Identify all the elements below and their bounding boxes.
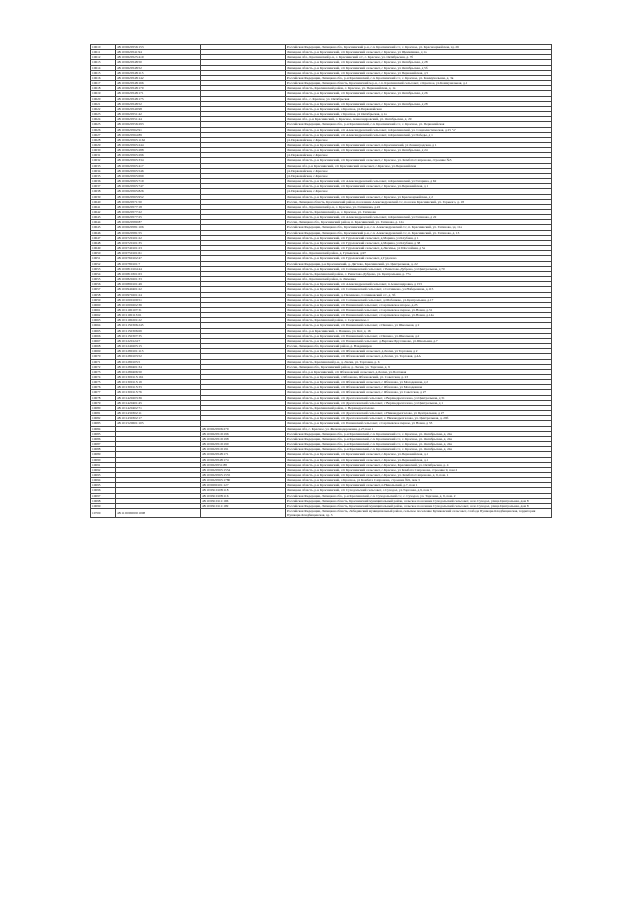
address-cell: ул.Первомайская, с.Красное (286, 153, 552, 158)
premises-cadastral-number-cell: 48:10:0620565:1554 (201, 467, 286, 472)
premises-cadastral-number-cell: 48:10:0620519:191 (201, 447, 286, 452)
cadastral-number-cell: 48:10:0780101:7 (116, 261, 201, 266)
row-number-cell: 10684 (91, 426, 116, 431)
premises-cadastral-number-cell: 48:10:0620506:279 (201, 426, 286, 431)
cadastral-number-cell: 48:10:0620562:91 (116, 127, 201, 132)
row-number-cell: 10688 (91, 447, 116, 452)
row-number-cell: 10654 (91, 271, 116, 276)
cadastral-number-cell: 48:10:1430302:11 (116, 411, 201, 416)
address-cell: Липецкая область, р-н Краснинский, с/п Александровский сельсовет, п.Краснинский, ул Победы, д 1 (286, 132, 552, 137)
row-number-cell: 10672 (91, 364, 116, 369)
row-number-cell: 10643 (91, 215, 116, 220)
address-cell: Липецкая область, р-н Краснинский, с/п Суходольский сельсовет, с.Суходол, ул.Торговая, д.9, пом 3 (286, 488, 552, 493)
cadastral-number-cell: 48:10:0620548:52 (116, 101, 201, 106)
row-number-cell: 10659 (91, 297, 116, 302)
address-cell: Липецкая область, р-н Краснинский, с/п Краснинский сельсовет, с Красное, ул Октябрьская, д 26 (286, 91, 552, 96)
row-number-cell: 10677 (91, 390, 116, 395)
address-cell: Российская Федерация, Липецкая область, Лебедянский муниципальный район, сельское поселение Куликовский сельсовет, слобода Пушкари-Кладбищенская, территория Пушкари-Кладбищенская, зд. 3 (286, 509, 552, 518)
table-row (91, 509, 552, 518)
address-cell: Липецкая область, р-н Краснинский, с.Красное, ул.Первомайская (286, 106, 552, 111)
cadastral-number-cell: 48:10:0620549:98 (116, 106, 201, 111)
row-number-cell: 10645 (91, 225, 116, 230)
row-number-cell: 10615 (91, 70, 116, 75)
row-number-cell: 10614 (91, 65, 116, 70)
cadastral-number-cell: 48:10:0620548:50 (116, 60, 201, 65)
row-number-cell: 10683 (91, 421, 116, 426)
row-number-cell: 10633 (91, 163, 116, 168)
cadastral-number-cell: 48:10:0620565:952 (116, 194, 201, 199)
row-number-cell: 10673 (91, 369, 116, 374)
cadastral-number-cell: 48:10:0620548:113 (116, 70, 201, 75)
row-number-cell: 10639 (91, 194, 116, 199)
address-cell: Липецкая область, р-н Краснинский, с/п Пашенский сельсовет, с.Пашено, ул Школьная, д 2 (286, 323, 552, 328)
address-cell: Липецкая область, р-н Краснинский, с/п Краснинский сельсовет, с.Красное, ул Комбата Сапронова, строение 9, пом 2 (286, 467, 552, 472)
address-cell: Липецкая область, р-н Краснинский, с/п Яблоновский сельсовет, с Яблоново, ул Молодежная, д 2 (286, 380, 552, 385)
row-number-cell: 10657 (91, 287, 116, 292)
premises-cadastral-number-cell: 48:10:0620551:88 (201, 462, 286, 467)
address-cell: Российская Федерация, Липецкая область, Краснинский муниципальный район, сельское поселение Суходольский сельсовет, село Суходол, улица Центральная, дом 8 (286, 498, 552, 503)
address-cell: Липецкая область, р-н Краснинский, с/п Пашенский сельсовет, с.Сергиевское первое, ул.Новая, д.31 (286, 307, 552, 312)
row-number-cell: 10610 (91, 45, 116, 50)
row-number-cell: 10678 (91, 395, 116, 400)
cadastral-number-cell: 48:10:0620581:55 (116, 230, 201, 235)
address-cell: Липецкая область, р-н Краснинский, с Красное, ул Октябрьская, д 1а (286, 112, 552, 117)
row-number-cell: 10651 (91, 256, 116, 261)
address-cell: Российская Федерация, Липецкая область, Краснинский м.р-н, с.п. Краснинский сельсовет, с.Красное, ул.Коммунальная, д.1 (286, 81, 552, 86)
address-cell: Липецкая область, р-н Краснинский, с.Яблоново, Яблоновский, ул. Советская, д. 23 (286, 375, 552, 380)
cadastral-number-cell: 48:10:0620577:18 (116, 204, 201, 209)
address-cell: Россия, Липецкая обл., Краснинский район, п. Краснинский, ул. Гагинова, д. 12а (286, 220, 552, 225)
premises-cadastral-number-cell: 48:10:0910111:199 (201, 503, 286, 508)
cadastral-number-cell: 48:10:1280105:5 (116, 359, 201, 364)
cadastral-number-cell: 48:10:0810104:44 (116, 266, 201, 271)
cadastral-number-cell: 48:10:0620556:153 (116, 45, 201, 50)
address-cell: Липецкая обл., Краснинский район, п. Лимовка (286, 277, 552, 282)
row-number-cell: 10647 (91, 235, 116, 240)
row-number-cell: 10664 (91, 323, 116, 328)
row-number-cell: 10650 (91, 251, 116, 256)
cadastral-number-cell: 48:10:0620580:87 (116, 220, 201, 225)
address-cell: Липецкая область, р-н Краснинский, с/п Краснинский сельсовет, с Красное, ул Октябрьская, д 28 (286, 60, 552, 65)
address-cell: Липецкая область, р-н Краснинский, с/п Краснинский сельсовет, с.Красное, ул.Первомайская, д.1 (286, 457, 552, 462)
address-cell: Россия, Липецкая область, Краснинский район, поселение Александровский с/с, поселок Краснинский, ул. Горького, д. 18 (286, 199, 552, 204)
cadastral-number-cell: 48:10:1300115:76 (116, 390, 201, 395)
premises-cadastral-number-cell: 48:10:0690101:127 (201, 483, 286, 488)
address-cell: Российская Федерация, Липецкая обл., р-н Краснинский, с.п. Краснинский с/с, с. Красное, ул. Первомайская (286, 122, 552, 127)
row-number-cell: 10663 (91, 318, 116, 323)
address-cell: Российская Федерация, Липецкая обл., р-н Краснинский, с.п. Краснинский с/с, с. Красное, ул. Октябрьская, д. 24а (286, 447, 552, 452)
address-cell: Липецкая обл, р-н Краснинский, с/п Краснинский сельсовет, с.Красное, ул.Первомайская (286, 163, 552, 168)
address-cell: Липецкая область, р-н Краснинский, с/п Краснинский сельсовет, с.Красное, Краснинский, ул. Октябрьская, д. 4 (286, 462, 552, 467)
cadastral-number-cell: 48:10:1100201:22 (116, 318, 201, 323)
cadastral-number-cell: 48:10:0740101:23 (116, 246, 201, 251)
address-cell: Липецкая область, р-н Краснинский, с/п Пашенский сельсовет, с.Пашено, ул.Школьная, д.2 (286, 333, 552, 338)
premises-cadastral-number-cell: 48:10:0620565:1780 (201, 478, 286, 483)
address-cell: Липецкая область, р-н Краснинский, с/п Пашенский сельсовет, с.Сергиевское первое, ул Новая, д 33 (286, 421, 552, 426)
row-number-cell: 10656 (91, 282, 116, 287)
address-cell: Липецкая область, р-н Краснинский, с/п Сотниковский сельсовет, д.Шобашево, ул.Центральная, д.17 (286, 297, 552, 302)
address-cell: Липецкая область, р-н Краснинский, с/п Краснинский сельсовет, с Красное, ул Красноармейская, д 2 (286, 194, 552, 199)
address-cell: Российская Федерация, Липецкая обл., Краснинский р-н, с.п. Краснинский с/с, с. Красное, ул. Красноармейская, зд. 26 (286, 45, 552, 50)
cadastral-number-cell: 48:10:0620565:1162 (116, 137, 201, 142)
cadastral-number-cell: 48:10:0620564:89 (116, 132, 201, 137)
cadastral-number-cell: 48:10:1150306:69 (116, 328, 201, 333)
cadastral-number-cell: 48:10:0620551:44 (116, 117, 201, 122)
cadastral-number-cell: 48:10:0620577:22 (116, 210, 201, 215)
premises-cadastral-number-cell: 48:10:0620519:190 (201, 442, 286, 447)
row-number-cell: 10616 (91, 75, 116, 80)
cadastral-number-cell: 48:10:0620577:25 (116, 215, 201, 220)
row-number-cell: 10671 (91, 359, 116, 364)
row-number-cell: 10636 (91, 179, 116, 184)
row-number-cell: 10641 (91, 204, 116, 209)
cadastral-number-cell: 48:10:0620541:94 (116, 50, 201, 55)
address-cell: Липецкая область, р-н Краснинский, с/п Гудаловский сельсовет, д.Марина, ул Клубная, д 1 (286, 235, 552, 240)
row-number-cell: 10662 (91, 313, 116, 318)
cadastral-number-cell: 48:10:0620565:244 (116, 142, 201, 147)
row-number-cell: 10676 (91, 385, 116, 390)
cadastral-number-cell: 48:10:0620565:417 (116, 163, 201, 168)
row-number-cell: 10692 (91, 467, 116, 472)
cadastral-number-cell: 48:10:1150307:35 (116, 333, 201, 338)
cadastral-table (90, 44, 552, 518)
row-number-cell: 10634 (91, 168, 116, 173)
row-number-cell: 10666 (91, 333, 116, 338)
cadastral-number-cell: 48:10:0890101:49 (116, 282, 201, 287)
cadastral-number-cell: 48:10:0620565:747 (116, 184, 201, 189)
address-cell: Липецкая область, р-н Краснинский, с/п Яблоновский сельсовет, с Яблоново, ул Советская, д 27 (286, 390, 552, 395)
premises-cadastral-number-cell: 48:10:0910108:118 (201, 488, 286, 493)
address-cell: Липецкая обл., с. Красное, ул. Октябрьская (286, 96, 552, 101)
row-number-cell: 10698 (91, 498, 116, 503)
address-cell: Липецкая область, Краснинский район, с. Сергиевское-1 (286, 318, 552, 323)
cadastral-number-cell: 48:10:0760102:47 (116, 256, 201, 261)
address-cell: Липецкая область, Краснинский р-н, с. Красное, ул. Гагинова (286, 210, 552, 215)
address-cell: Липецкая область, р-н Краснинский, с/п Гудаловский сельсовет, д.Марина, ул Клубная, д 38 (286, 240, 552, 245)
row-number-cell: 10674 (91, 375, 116, 380)
cadastral-number-cell: 48:10:0620581:106 (116, 225, 201, 230)
address-cell: Липецкая область, Краснинский район, с. Красное, ул. Первомайская, д. 1а (286, 86, 552, 91)
row-number-cell: 10687 (91, 442, 116, 447)
cadastral-number-cell: 48:10:0720101:35 (116, 240, 201, 245)
address-cell: Российская Федерация, Липецкая область, Краснинский муниципальный район, сельское поселение Суходольский сельсовет, село Суходол, улица Центральная, дом 8 (286, 503, 552, 508)
address-cell: Российская Федерация, р-н Краснинский, д. Дягтево, Краснинский, ул. Центральная, д. 22 (286, 261, 552, 266)
address-cell: Липецкая область, р-н Краснинский, с/п Краснинский сельсовет, с Красное, ул.Первомайская, д 1 (286, 184, 552, 189)
table-body (91, 45, 552, 518)
address-cell: Российская Федерация, Липецкая обл., Краснинский р-н, с.п. Александровский с/с, п. Краснинский, ул. Гагинова, д. 13 (286, 230, 552, 235)
cadastral-number-cell: 48:10:0620525:410 (116, 55, 201, 60)
address-cell: Липецкая область, Краснинский район, с. Решетово-Дуброво, ул. Центральная, д. 77а (286, 271, 552, 276)
row-number-cell: 10635 (91, 173, 116, 178)
address-cell: ул.Первомайская, с.Красное (286, 189, 552, 194)
address-cell: Российская Федерация, Липецкая обл., р-н Краснинский, с.п. Краснинский с/с, с. Красное, ул. Коммунальная, д. 3в (286, 75, 552, 80)
cadastral-number-cell: 48:10:0750101:61 (116, 251, 201, 256)
row-number-cell: 10617 (91, 81, 116, 86)
address-cell: Липецкая область, р-н Краснинский, с.Красное, ул Комбата Сапронова, строение №9, пом 3 (286, 478, 552, 483)
address-cell: Российская Федерация, Липецкая обл., р-н Краснинский, с.п. Суходольский с/с, с. Суходол, ул. Торговая, д. 9, пом. 2 (286, 493, 552, 498)
address-cell: Липецкая область, р-н Краснинский, с/п Пашенский сельсовет, с.Сергиевское первое, ул.Новая, д.14а (286, 313, 552, 318)
cadastral-number-cell: 48:10:1150306:243 (116, 323, 201, 328)
row-number-cell: 10700 (91, 509, 116, 518)
row-number-cell: 10625 (91, 122, 116, 127)
premises-cadastral-number-cell: 48:10:0620548:171 (201, 452, 286, 457)
row-number-cell: 10619 (91, 91, 116, 96)
address-cell: Липецкая область, р-н Краснинский, с/п Краснинский сельсовет, с.Красное, ул.Первомайская, д.1 (286, 452, 552, 457)
cadastral-number-cell: 48:10:0620548:170 (116, 86, 201, 91)
address-cell: Российская Федерация, Липецкая обл., р-н Краснинский, с.п. Краснинский с/с, с. Красное, ул. Октябрьская, д. 24а (286, 431, 552, 436)
cadastral-number-cell: 48:10:1000109:51 (116, 297, 201, 302)
cadastral-number-cell: 48:10:0620556:293 (116, 122, 201, 127)
premises-cadastral-number-cell: 48:10:0620565:1555 (201, 472, 286, 477)
cadastral-number-cell: 48:10:0620551:42 (116, 112, 201, 117)
address-cell: Липецкая область, р-н Краснинский, с/п Александровский сельсовет, п Александровка, д 153 (286, 282, 552, 287)
row-number-cell: 10697 (91, 493, 116, 498)
address-cell: Липецкая область, р-н Краснинский, с/п Краснинский сельсовет, с Красное, ул Октябрьская, д 28 (286, 101, 552, 106)
cadastral-number-cell: 48:10:0620565:719 (116, 179, 201, 184)
cadastral-number-cell: 48:10:0620548:166 (116, 81, 201, 86)
premises-cadastral-number-cell (201, 509, 286, 518)
address-cell: Липецкая область, р-н Краснинский, д. Паленково, Сотниковский с/с, д. 3б (286, 292, 552, 297)
address-cell: Липецкая область, р-н Краснинский, с/п Сотниковский сельсовет, с Решетово-Дуброво, ул Центральная, д 70 (286, 266, 552, 271)
address-cell: Липецкая область, р-н Краснинский, с/п Краснинский сельсовет, п.Краснинский, ул Лененградская, д 1 (286, 142, 552, 147)
premises-cadastral-number-cell: 48:10:0620519:198 (201, 436, 286, 441)
row-number-cell: 10646 (91, 230, 116, 235)
cadastral-number-cell: 48:10:0620565:334 (116, 158, 201, 163)
address-cell: Липецкая область, р-н Краснинский, с/п Пашенский сельсовет, д.Верхнее Брусланово, ул.Школьная, д.7 (286, 338, 552, 343)
premises-cadastral-number-cell: 48:10:0620519:196 (201, 431, 286, 436)
row-number-cell: 10621 (91, 101, 116, 106)
cadastral-number-cell: 48:10:0620548:175 (116, 96, 201, 101)
row-number-cell: 10667 (91, 338, 116, 343)
address-cell: Липецкая область, р-н Краснинский, с/п Краснинский сельсовет, с Красное, ул Щемилинка, д 1а (286, 50, 552, 55)
cadastral-number-cell: 48:10:0720101:22 (116, 235, 201, 240)
address-cell: Липецкая область, р-н Краснинский, с/п Краснинский сельсовет, с Красное, ул Октябрьская, д 24 (286, 148, 552, 153)
cadastral-number-cell: 48:10:1300115:19 (116, 380, 201, 385)
row-number-cell: 10689 (91, 452, 116, 457)
address-cell: Российская Федерация, Липецкая обл., Краснинский р-н, с.п. Александровский с/с, п. Краснинский, ул. Гагинова, зд. 11а (286, 225, 552, 230)
row-number-cell: 10632 (91, 158, 116, 163)
cadastral-number-cell: 48:10:1280406:50 (116, 369, 201, 374)
cadastral-number-cell: 48:10:0620565:826 (116, 189, 201, 194)
row-number-cell: 10670 (91, 354, 116, 359)
address-cell: Липецкая область, р-н Краснинский, с/п Сотниковский сельсовет, с.Сотниково, ул.Набережная, д.115 (286, 287, 552, 292)
cadastral-number-cell: 48:10:0620565:546 (116, 168, 201, 173)
cadastral-number-cell: 48:10:1280101:113 (116, 349, 201, 354)
row-number-cell: 10612 (91, 55, 116, 60)
cadastral-number-cell: 48:10:1420402:71 (116, 405, 201, 410)
address-cell: Липецкая область, р-н Краснинский, с/п Краснинский сельсовет, с Красное, ул Октябрьская, д 5б (286, 65, 552, 70)
address-cell: Липецкая обл., р-н Краснинский, с. Пашено, ул. Кот, д. 16 (286, 328, 552, 333)
address-cell: ул.Первомайская, с.Красное (286, 168, 552, 173)
row-number-cell: 10695 (91, 483, 116, 488)
cadastral-number-cell: 48:10:0970201:24 (116, 292, 201, 297)
cadastral-number-cell: 48:10:0620548:171 (116, 91, 201, 96)
row-number-cell: 10648 (91, 240, 116, 245)
address-cell: Россия, Липецкая обл, Краснинский район, д. Владимиров (286, 344, 552, 349)
row-number-cell: 10618 (91, 86, 116, 91)
cadastral-number-cell: 48:10:0620548:142 (116, 75, 201, 80)
row-number-cell: 10627 (91, 132, 116, 137)
cadastral-number-cell: 48:10:1420203:36 (116, 395, 201, 400)
cadastral-number-cell: 48:10:0620565:288 (116, 148, 201, 153)
row-number-cell: 10637 (91, 184, 116, 189)
cadastral-number-cell: 48:11:0000000:1008 (116, 509, 201, 518)
address-cell: Липецкая область, р-н Краснинский, с/п Дрезгаловский сельсовет, с.Нижнедрезгалово, ул Центральная, д 27 (286, 411, 552, 416)
cadastral-number-cell: 48:10:1520601:105 (116, 421, 201, 426)
address-cell: Липецкая область, р-н Краснинский, с/п Гудаловский сельсовет, д Гудалово (286, 256, 552, 261)
address-cell: Липецкая обл., Краснинский р-н, с. Краснинский с/с, с. Красное, ул. Октябрьская, д. 7б (286, 55, 552, 60)
address-cell: Липецкая область, р-н Краснинский, с/п Дрезгаловский сельсовет, с.Верхнедрезгалово, ул Центральная, д 31 (286, 395, 552, 400)
row-number-cell: 10611 (91, 50, 116, 55)
address-cell: Липецкая область, р-н Краснинский, с/п Краснинский сельсовет, с.Красное, ул. Комбата Сапронова, д. 9, пом. 1 (286, 472, 552, 477)
row-number-cell: 10626 (91, 127, 116, 132)
row-number-cell: 10686 (91, 436, 116, 441)
row-number-cell: 10652 (91, 261, 116, 266)
row-number-cell: 10628 (91, 137, 116, 142)
cadastral-number-cell: 48:10:0820201:33 (116, 277, 201, 282)
address-cell: Липецкая область, р-н Краснинский, с/п Гудаловский сельсовет, д.Лисичье, ул Шоссейная, д 5а (286, 246, 552, 251)
address-cell: Липецкая область, Краснинский р-н, д. Лески, ул. Торговая, д. 6 (286, 359, 552, 364)
address-cell: Липецкая область, р-н Краснинский, с/п Александровский сельсовет, п.Краснинский, ул Гагарина, д 62 (286, 179, 552, 184)
row-number-cell: 10660 (91, 302, 116, 307)
row-number-cell: 10640 (91, 199, 116, 204)
row-number-cell: 10675 (91, 380, 116, 385)
premises-cadastral-number-cell: 48:10:0910108:116 (201, 493, 286, 498)
cadastral-number-cell: 48:10:1000202:36 (116, 302, 201, 307)
row-number-cell: 10693 (91, 472, 116, 477)
address-cell: Липецкая область, Краснинский район, с. Верхнедрезгалово (286, 405, 552, 410)
row-number-cell: 10649 (91, 246, 116, 251)
cadastral-number-cell: 48:10:1300115:161 (116, 375, 201, 380)
address-cell: Липецкая область, р-н Краснинский, с/п Краснинский сельсовет, с Красное, ул Первомайская, д 5 (286, 70, 552, 75)
address-cell: ул.Первомайская, с.Красное (286, 137, 552, 142)
cadastral-number-cell: 48:10:1430302:17 (116, 416, 201, 421)
cadastral-number-cell: 48:10:1300115:33 (116, 385, 201, 390)
row-number-cell: 10694 (91, 478, 116, 483)
address-cell: ул.Первомайская, с.Красное (286, 173, 552, 178)
row-number-cell: 10679 (91, 400, 116, 405)
row-number-cell: 10644 (91, 220, 116, 225)
cadastral-number-cell: 48:10:1280401:34 (116, 364, 201, 369)
address-cell: Липецкая область, р-н Краснинский, с/п Александровский сельсовет, п.Краснинский, ул Гагинова, д 22 (286, 215, 552, 220)
cadastral-number-cell: 48:10:0810301:63 (116, 271, 201, 276)
row-number-cell: 10613 (91, 60, 116, 65)
address-cell: Липецкая обл., р-н Краснинский, с. Красное, Александровский, ул. Октябрьская, д. 29 (286, 117, 552, 122)
address-cell: Липецкая область, р-н Краснинский, с/п Яблоновский сельсовет, д.Лески, ул Торговая, д 2 (286, 349, 552, 354)
cadastral-number-cell: 48:10:1420401:45 (116, 400, 201, 405)
row-number-cell: 10696 (91, 488, 116, 493)
address-cell: Липецкая область, р-н Краснинский, с/п Краснинский сельсовет, с Красное, ул. Комбата Сапронова, строение №5 (286, 158, 552, 163)
cadastral-number-cell: 48:10:0620565:699 (116, 173, 201, 178)
row-number-cell: 10691 (91, 462, 116, 467)
row-number-cell: 10685 (91, 431, 116, 436)
row-number-cell: 10661 (91, 307, 116, 312)
address-cell: Липецкая обл., Краснинский р-н, с. Красное, ул. Гагиинова, д.22 (286, 204, 552, 209)
address-cell: Липецкая область, р-н Краснинский, с/п Дрезгаловский сельсовет, с. Нижнедрезгалово, ул. Центральная, д. 29б (286, 416, 552, 421)
cadastral-number-cell: 48:10:1100107:31 (116, 307, 201, 312)
address-cell: Липецкая обл., Краснинский район, д. Гулынская, д.97 (286, 251, 552, 256)
row-number-cell: 10682 (91, 416, 116, 421)
row-number-cell: 10629 (91, 142, 116, 147)
cadastral-number-cell: 48:10:1240205:15 (116, 344, 201, 349)
row-number-cell: 10668 (91, 344, 116, 349)
row-number-cell: 10631 (91, 153, 116, 158)
cadastral-number-cell: 48:10:0620571:50 (116, 199, 201, 204)
row-number-cell: 10665 (91, 328, 116, 333)
row-number-cell: 10690 (91, 457, 116, 462)
cadastral-number-cell: 48:10:1220124:7 (116, 338, 201, 343)
row-number-cell: 10669 (91, 349, 116, 354)
premises-cadastral-number-cell: 48:10:0910111:196 (201, 498, 286, 503)
row-number-cell: 10622 (91, 106, 116, 111)
cadastral-number-cell: 48:10:0620548:52 (116, 65, 201, 70)
cadastral-number-cell: 48:10:1280103:52 (116, 354, 201, 359)
row-number-cell: 10681 (91, 411, 116, 416)
row-number-cell: 10624 (91, 117, 116, 122)
address-cell: Липецкая область, р-н Краснинский, с/п Яблоновский сельсовет, с Яблоново, ул Молодежная (286, 385, 552, 390)
row-number-cell: 10642 (91, 210, 116, 215)
address-cell: Липецкая область, р-н Краснинский, с/п Яблоновский сельсовет, д.Лески, ул. Торговая, д.4А (286, 354, 552, 359)
row-number-cell: 10653 (91, 266, 116, 271)
row-number-cell: 10655 (91, 277, 116, 282)
cadastral-number-cell: 48:10:0620565:296 (116, 153, 201, 158)
row-number-cell: 10699 (91, 503, 116, 508)
row-number-cell: 10620 (91, 96, 116, 101)
row-number-cell: 10658 (91, 292, 116, 297)
document-page (90, 44, 551, 518)
address-cell: Россия, Липецкая обл., Краснинский район, д. Лески, ул. Торговая, д. 9 (286, 364, 552, 369)
address-cell: Липецкая область, р-н Краснинский, с/п Александровский сельсовет, п.Краснинский, ул. Социалистическая, д 25 "а" (286, 127, 552, 132)
row-number-cell: 10630 (91, 148, 116, 153)
address-cell: Российская Федерация, Липецкая обл., р-н Краснинский, с.п. Краснинский с/с, с. Красное, ул. Октябрьская, д. 24а (286, 436, 552, 441)
row-number-cell: 10623 (91, 112, 116, 117)
premises-cadastral-number-cell: 48:10:0620548:174 (201, 457, 286, 462)
row-number-cell: 10680 (91, 405, 116, 410)
cadastral-number-cell: 48:10:1100113:61 (116, 313, 201, 318)
address-cell: Липецкая обл, с. Красное, ул. Железнодорожная, д.27,пом 1 (286, 426, 552, 431)
address-cell: Липецкая обл, р-н Краснинский, с/п Яблоновский сельсовет, д.Лески, ул.Почтовая (286, 369, 552, 374)
row-number-cell: 10638 (91, 189, 116, 194)
address-cell: Липецкая область, р-н Краснинский, с/п Пашенский сельсовет, с.Сергиевское второе, д.23 (286, 302, 552, 307)
address-cell: Липецкая область, р-н Краснинский, с/п Краснинский сельсовет, п.Никольский, д.7, пом 1 (286, 483, 552, 488)
cadastral-number-cell: 48:10:0940401:22 (116, 287, 201, 292)
address-cell: Липецкая область, р-н Краснинский, с/п Дрезгаловский сельсовет, с Верхнедрезгалово, ул Центральная, д 1 (286, 400, 552, 405)
address-cell: Российская Федерация, Липецкая обл., р-н Краснинский, с.п. Краснинский с/с, с. Красное, ул. Октябрьская, д. 24а (286, 442, 552, 447)
